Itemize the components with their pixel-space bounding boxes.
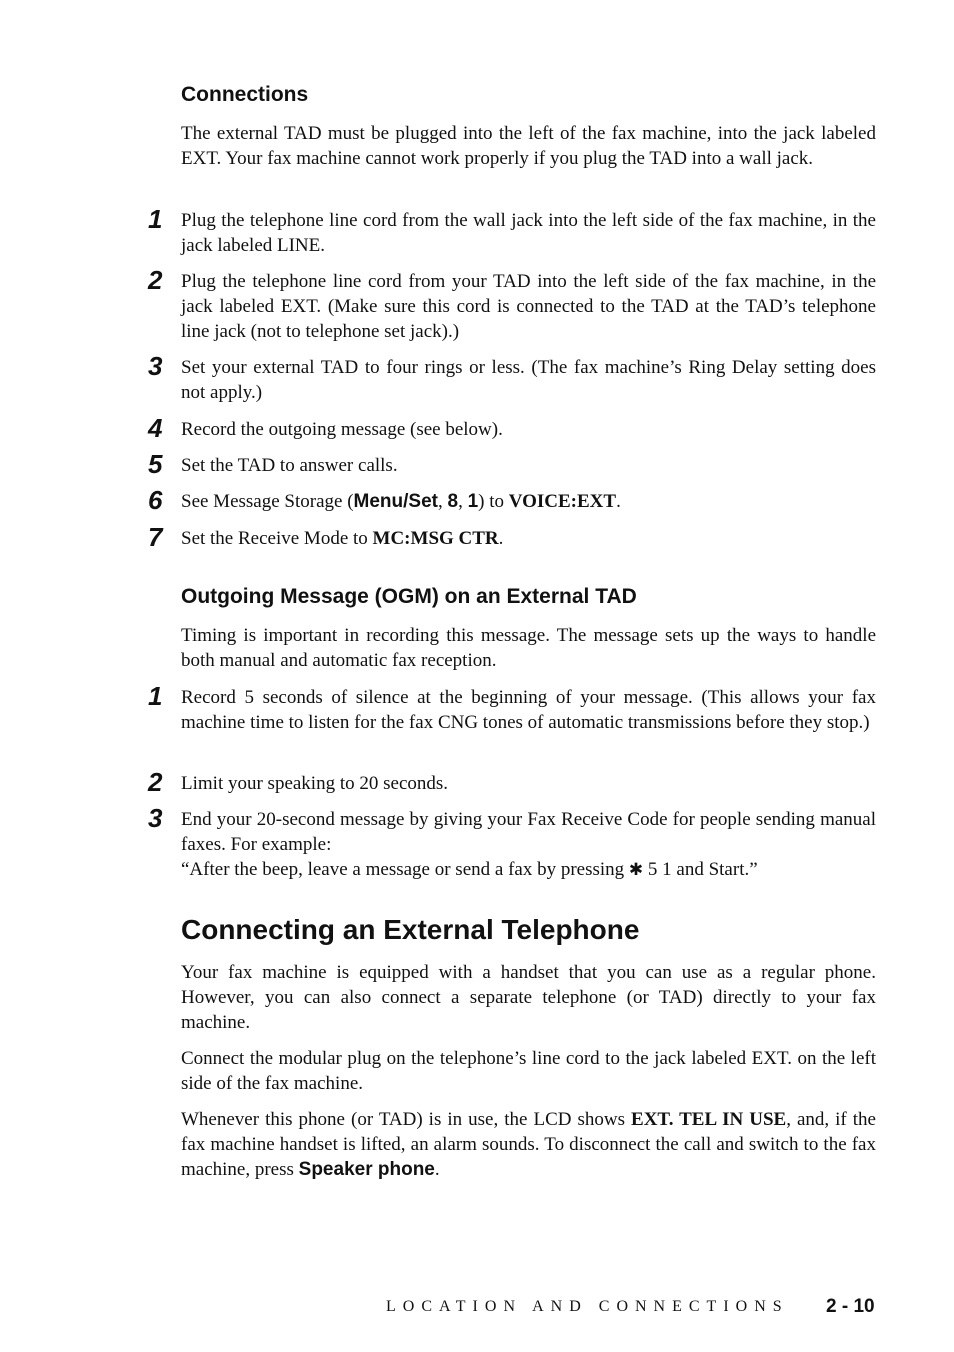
ext-phone-paragraph-2: Connect the modular plug on the telephone’s line cord to the jack labeled EXT. on the left side of the fax machine. — [181, 1048, 876, 1094]
separator: , — [437, 491, 448, 512]
step-number: 1 — [148, 204, 163, 234]
step-6-suffix: . — [616, 491, 621, 512]
footer-page-number: 2 - 10 — [826, 1296, 875, 1317]
connections-step-text: Record the outgoing message (see below). — [181, 419, 503, 440]
ext-phone-paragraph-3 — [181, 1107, 876, 1182]
step-number: 5 — [148, 449, 163, 479]
step-number: 3 — [148, 803, 163, 833]
step-7-prefix: Set the Receive Mode to — [181, 528, 373, 549]
mc-msg-ctr-mode: MC:MSG CTR — [372, 528, 499, 549]
step-number: 3 — [148, 351, 163, 381]
separator: , — [458, 491, 468, 512]
key-1: 1 — [467, 491, 479, 512]
step-7-suffix: . — [498, 528, 504, 549]
ogm-step-text: Record 5 seconds of silence at the beginning of your message. (This allows your fax machine time to listen for the fax CNG tones of automatic transmissions before they stop.) — [181, 687, 876, 733]
p3-suffix: . — [434, 1159, 440, 1180]
key-8: 8 — [447, 491, 459, 512]
ext-phone-paragraph-1: Your fax machine is equipped with a handset that you can use as a regular phone. However, you can also connect a separate telephone (or TAD) directly to your fax machine. — [181, 962, 876, 1033]
step-number: 4 — [148, 413, 163, 443]
step-number: 2 — [148, 265, 163, 295]
star-key-icon: ✱ — [628, 860, 644, 879]
connections-step-6 — [181, 489, 876, 514]
connections-step-text: Set your external TAD to four rings or less. (The fax machine’s Ring Delay setting does not apply.) — [181, 357, 876, 403]
step-6-middle: ) to — [478, 491, 509, 512]
connections-heading: Connections — [181, 83, 309, 106]
ogm-step-text: Limit your speaking to 20 seconds. — [181, 773, 449, 794]
quote-suffix: 5 1 and Start.” — [643, 859, 758, 880]
ogm-step-text: End your 20-second message by giving your Fax Receive Code for people sending manual faxes. For example: — [181, 809, 876, 855]
connections-step-7 — [181, 526, 876, 551]
step-6-prefix: See Message Storage ( — [181, 491, 354, 512]
quote-prefix: “After the beep, leave a message or send a fax by pressing — [181, 859, 629, 880]
speaker-phone-key: Speaker phone — [298, 1159, 435, 1180]
lcd-message: EXT. TEL IN USE — [631, 1109, 787, 1130]
p3-prefix: Whenever this phone (or TAD) is in use, the LCD shows — [181, 1109, 632, 1130]
ogm-heading: Outgoing Message (OGM) on an External TAD — [181, 585, 637, 608]
step-number: 6 — [148, 485, 163, 515]
step-number: 2 — [148, 767, 163, 797]
ogm-example-quote — [181, 857, 876, 882]
menu-set-key: Menu/Set — [353, 491, 438, 512]
connections-intro: The external TAD must be plugged into the left of the fax machine, into the jack labeled EXT. Your fax machine cannot work properly if you plug the TAD into a wall jack. — [181, 123, 876, 169]
ext-phone-heading: Connecting an External Telephone — [181, 914, 640, 945]
step-number: 1 — [148, 681, 163, 711]
connections-step-text: Set the TAD to answer calls. — [181, 455, 398, 476]
connections-step-text: Plug the telephone line cord from your TAD into the left side of the fax machine, in the jack labeled EXT. (Make sure this cord is connected to the TAD at the TAD’s telephone line jack (not to telephone set jack).) — [181, 271, 876, 342]
voice-ext-mode: VOICE:EXT — [508, 491, 617, 512]
footer-section-title: LOCATION AND CONNECTIONS — [386, 1298, 789, 1315]
ogm-intro: Timing is important in recording this message. The message sets up the ways to handle both manual and automatic fax reception. — [181, 625, 876, 671]
connections-step-text: Plug the telephone line cord from the wall jack into the left side of the fax machine, in the jack labeled LINE. — [181, 210, 876, 256]
step-number: 7 — [148, 522, 163, 552]
p3-middle: , and, if the fax machine handset is lifted, an alarm sounds. To disconnect the call and switch to the fax machine, press — [181, 1109, 876, 1180]
